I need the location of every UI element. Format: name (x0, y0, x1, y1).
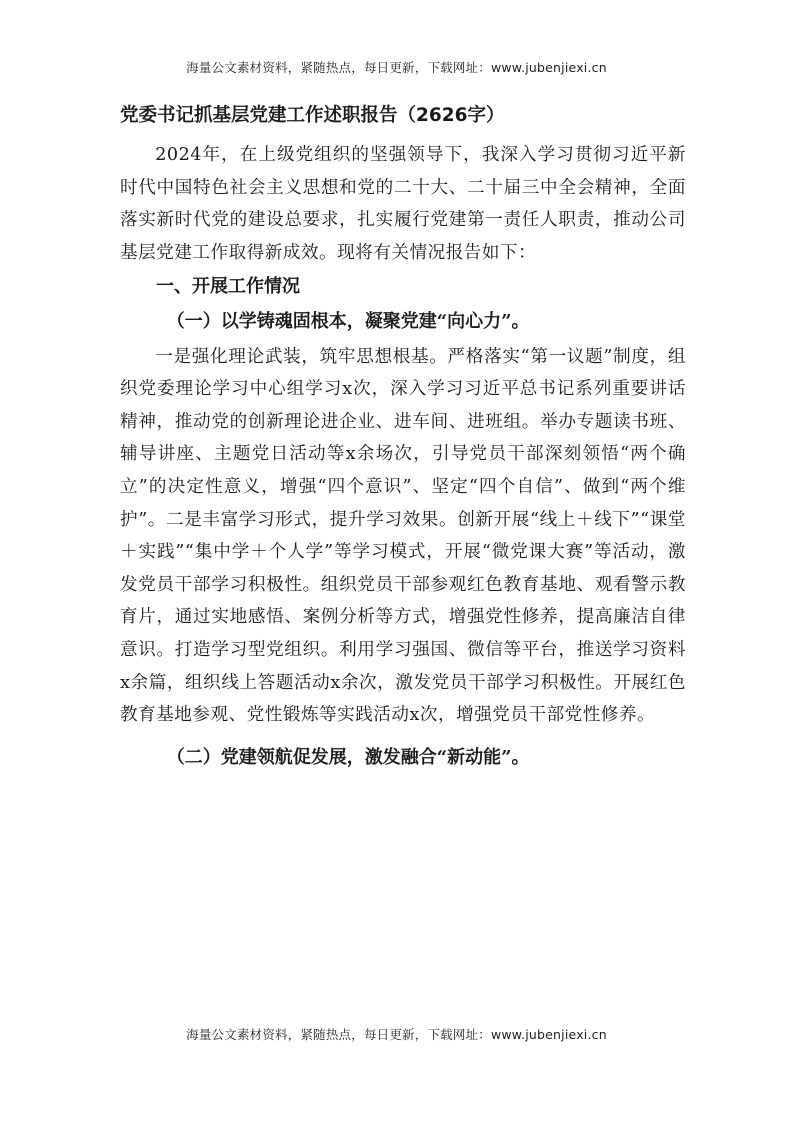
document-title: 党委书记抓基层党建工作述职报告（2626字） (120, 105, 505, 126)
subsection-1-paragraph: 一是强化理论武装，筑牢思想根基。严格落实“第一议题”制度，组织党委理论学习中心组学习x次，深入学习习近平总书记系列重要讲话精神，推动党的创新理论进企业、进车间、进班组。举办专题读书班、辅导讲座、主题党日活动等x余场次，引导党员干部深刻领悟“两个确立”的决定性意义，增强“四个意识”、坚定“四个自信”、做到“两个维护”。二是丰富学习形式，提升学习效果。创新开展“线上＋线下”“课堂＋实践”“集中学＋个人学”等学习模式，开展“微党课大赛”等活动，激发党员干部学习积极性。组织党员干部参观红色教育基地、观看警示教育片，通过实地感悟、案例分析等方式，增强党性修养，提高廉洁自律意识。打造学习型党组织。利用学习强国、微信等平台，推送学习资料x余篇，组织线上答题活动x余次，激发党员干部学习积极性。开展红色教育基地参观、党性锻炼等实践活动x次，增强党员干部党性修养。 (120, 346, 686, 726)
header-watermark: 海量公文素材资料，紧随热点，每日更新，下载网址：www.jubenjiexi.cn (186, 60, 607, 75)
subsection-heading-2: （二）党建领航促发展，激发融合“新动能”。 (166, 746, 530, 768)
document-body (120, 100, 686, 776)
intro-paragraph: 2024年，在上级党组织的坚强领导下，我深入学习贯彻习近平新时代中国特色社会主义思想和党的二十大、二十届三中全会精神，全面落实新时代党的建设总要求，扎实履行党建第一责任人职责，推动公司基层党建工作取得新成效。现将有关情况报告如下： (120, 145, 686, 263)
section-heading-1: 一、开展工作情况 (156, 276, 300, 298)
subsection-heading-1: （一）以学铸魂固根本，凝聚党建“向心力”。 (166, 310, 530, 332)
footer-watermark: 海量公文素材资料，紧随热点，每日更新，下载网址：www.jubenjiexi.cn (186, 1027, 607, 1042)
